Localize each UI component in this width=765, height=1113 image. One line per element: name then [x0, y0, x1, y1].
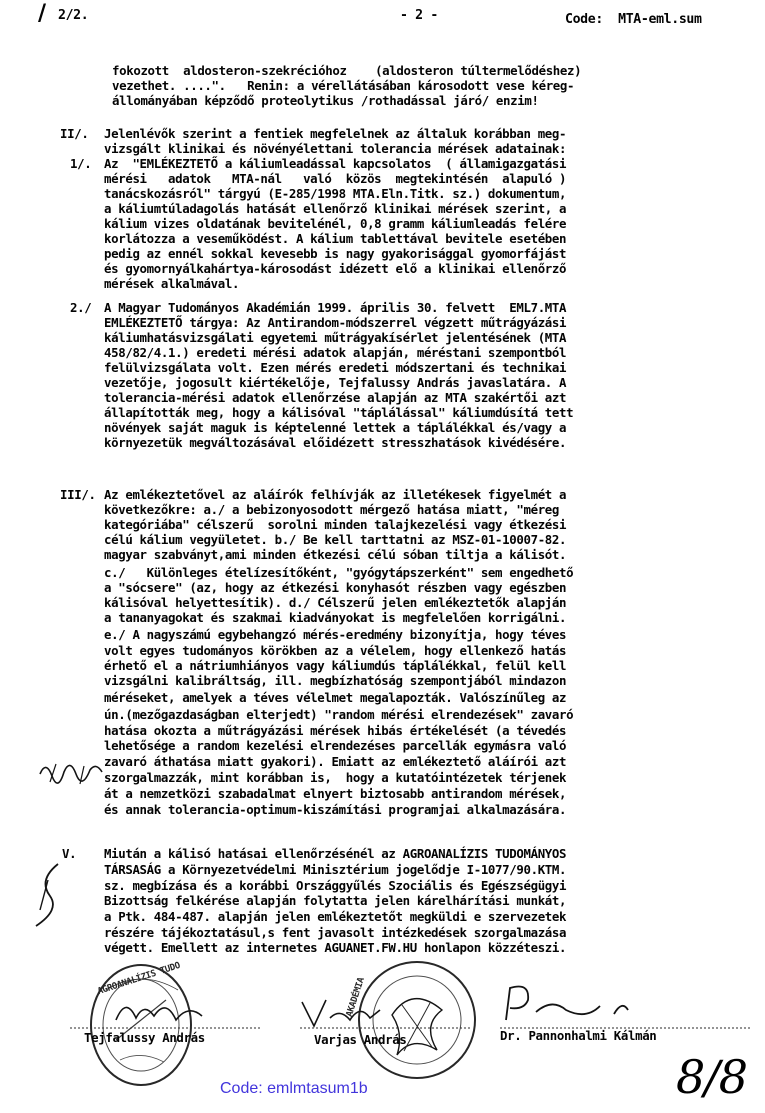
section-line: kategóriába" célszerű sorolni minden talajkezelési vagy étkezési: [104, 517, 567, 532]
item-line: kálium vizes oldatának bevitelénél, 0,8 gramm káliumleadás felére: [104, 216, 567, 231]
item-line: mérési adatok MTA-nál való közös megtekintésén alapuló ): [104, 171, 567, 186]
section-line: TÁRSASÁG a Környezetvédelmi Minisztérium jogelődje I-1077/90.KTM.: [104, 862, 567, 877]
section-line: c./ Különleges ételízesítőként, "gyógytápszerként" sem engedhető: [104, 565, 574, 580]
section-line: e./ A nagyszámú egybehangzó mérés-eredmény bizonyítja, hogy téves: [104, 627, 567, 642]
page-of-label: 2/2.: [58, 8, 89, 23]
section-line: a "sócsere" (az, hogy az étkezési konyhasót részben vagy egészben: [104, 580, 567, 595]
intro-line: fokozott aldosteron-szekrécióhoz (aldosteron túltermelődéshez): [112, 63, 582, 78]
item-line: felülvizsgálata volt. Ezen mérés eredeti módszertani és technikai: [104, 360, 567, 375]
section-line: lehetősége a random kezelési elrendezéses parcellák egymásra való: [104, 738, 567, 753]
handwritten-page-count: 8/8: [676, 1050, 748, 1104]
section-line: vizsgálni kalibráltság, ill. megbízhatóság szempontjából mindazon: [104, 673, 567, 688]
section-line: és annak tolerancia-optimum-kiszámítási programjai alkalmazására.: [104, 802, 567, 817]
item-line: káliumhatásvizsgálati egyetemi műtrágyakísérlet jelentésének (MTA: [104, 330, 567, 345]
section-line: sz. megbízása és a korábbi Országgyűlés Szociális és Egészségügyi: [104, 878, 567, 893]
item-line: EMLÉKEZTETŐ tárgya: Az Antirandom-módszerrel végzett műtrágyázási: [104, 315, 567, 330]
section-line: zavaró áthatása miatt gyakori). Emiatt az emlékeztető aláírói azt: [104, 754, 567, 769]
item-line: pedig az ennél sokkal kevesebb is nagy gyakorisággal gyomorfájást: [104, 246, 567, 261]
section-line: célú kálium vegyületet. b./ Be kell tarttatni az MSZ-01-10007-82.: [104, 532, 567, 547]
signatory-name: Varjas András: [314, 1032, 407, 1047]
item-line: 458/82/4.1.) eredeti mérési adatok alapján, méréstani szempontból: [104, 345, 567, 360]
section-line: ún.(mezőgazdaságban elterjedt) "random mérési elrendezések" zavaró: [104, 707, 574, 722]
section-line: végett. Emellett az internetes AGUANET.FW.HU honlapon közzéteszi.: [104, 940, 567, 955]
section-line: volt egyes tudományos körökben az a vélelem, hogy ellenkező hatás: [104, 643, 567, 658]
section-line: át a nemzetközi szabadalmat elnyert biztosabb antirandom mérések,: [104, 786, 567, 801]
section-line: hatása okozta a műtrágyázási mérések hibás értékelését (a tévedés: [104, 723, 567, 738]
section-line: részére tájékoztatásul,s fent javasolt intézkedések szorgalmazása: [104, 925, 567, 940]
margin-handwriting-mark: [36, 752, 106, 792]
section-line: magyar szabványt,ami minden étkezési célú sóban tiltja a kálisót.: [104, 547, 567, 562]
item-line: és gyomornyálkahártya-károsodást idézett elő a klinikai ellenőrző: [104, 261, 567, 276]
section-line: kálisóval helyettesítik). d./ Célszerű jelen emlékeztetők alapján: [104, 595, 567, 610]
section-line: Bizottság felkérése alapján folytatta jelen kárelhárítási munkát,: [104, 893, 567, 908]
item-label: 2./: [70, 300, 92, 315]
item-line: környezetük megváltozásával előidézett stresszhatások kivédésére.: [104, 435, 567, 450]
item-line: Az "EMLÉKEZTETŐ a káliumleadással kapcsolatos ( államigazgatási: [104, 156, 567, 171]
item-line: növények saját maguk is képtelenné lettek a táplálékkal és/vagy a: [104, 420, 567, 435]
section-line: Miután a kálisó hatásai ellenőrzésénél az AGROANALÍZIS TUDOMÁNYOS: [104, 846, 567, 861]
item-line: állapították meg, hogy a kálisóval "táplálással" káliumdúsítá tett: [104, 405, 574, 420]
item-line: korlátozza a veseműködést. A kálium tablettával bevitele esetében: [104, 231, 567, 246]
item-label: 1/.: [70, 156, 92, 171]
signatory-name: Dr. Pannonhalmi Kálmán: [500, 1028, 657, 1043]
section-line: Jelenlévők szerint a fentiek megfelelnek az általuk korábban meg-: [104, 126, 567, 141]
section-label: II/.: [60, 126, 89, 141]
section-line: a Ptk. 484-487. alapján jelen emlékeztetőt megküldi e szervezetek: [104, 909, 567, 924]
document-code: Code: MTA-eml.sum: [565, 12, 702, 27]
section-line: következőkre: a./ a bebizonyosodott mérgező hatása miatt, "méreg: [104, 502, 560, 517]
item-line: tolerancia-mérési adatok ellenőrzése alapján az MTA szakértői azt: [104, 390, 567, 405]
section-line: a tananyagokat és szakmai kiadványokat is megfelelően korrigálni.: [104, 610, 567, 625]
item-line: vezetője, jogosult kiértékelője, Tejfalussy András javaslatára. A: [104, 375, 567, 390]
section-line: Az emlékeztetővel az aláírók felhívják az illetékesek figyelmét a: [104, 487, 567, 502]
item-line: a káliumtúladagolás hatását ellenőrző klinikai mérések szerint, a: [104, 201, 567, 216]
margin-bracket-mark: [30, 860, 70, 930]
section-line: méréseket, amelyek a téves vélelmet megalapozták. Valószínűleg az: [104, 690, 567, 705]
section-line: érhető el a nátriumhiányos vagy káliumdús táplálékkal, felül kell: [104, 658, 567, 673]
center-stamp-text: AKADÉMIA: [344, 976, 367, 1019]
section-line: szorgalmazzák, mint korábban is, hogy a kutatóintézetek térjenek: [104, 770, 567, 785]
section-label: III/.: [60, 487, 96, 502]
section-line: vizsgált klinikai és növényélettani tolerancia mérések adatainak:: [104, 141, 567, 156]
intro-line: vezethet. ....". Renin: a vérellátásában károsodott vese kéreg-: [112, 78, 575, 93]
left-stamp-text: AGROANALÍZIS TUDO: [96, 960, 182, 998]
signature-pannonhalmi: [496, 980, 646, 1030]
corner-slash-mark: /: [38, 0, 46, 26]
item-line: mérések alkalmával.: [104, 276, 240, 291]
signatory-name: Tejfalussy András: [84, 1030, 205, 1045]
section-label: V.: [62, 846, 77, 861]
item-line: tanácskozásról" tárgyú (E-285/1998 MTA.Eln.Titk. sz.) dokumentum,: [104, 186, 567, 201]
intro-line: állományában képződő proteolytikus /rothadással járó/ enzim!: [112, 93, 539, 108]
item-line: A Magyar Tudományos Akadémián 1999. április 30. felvett EML7.MTA: [104, 300, 567, 315]
page-number: - 2 -: [400, 8, 438, 23]
footer-code: Code: emlmtasum1b: [220, 1080, 368, 1097]
